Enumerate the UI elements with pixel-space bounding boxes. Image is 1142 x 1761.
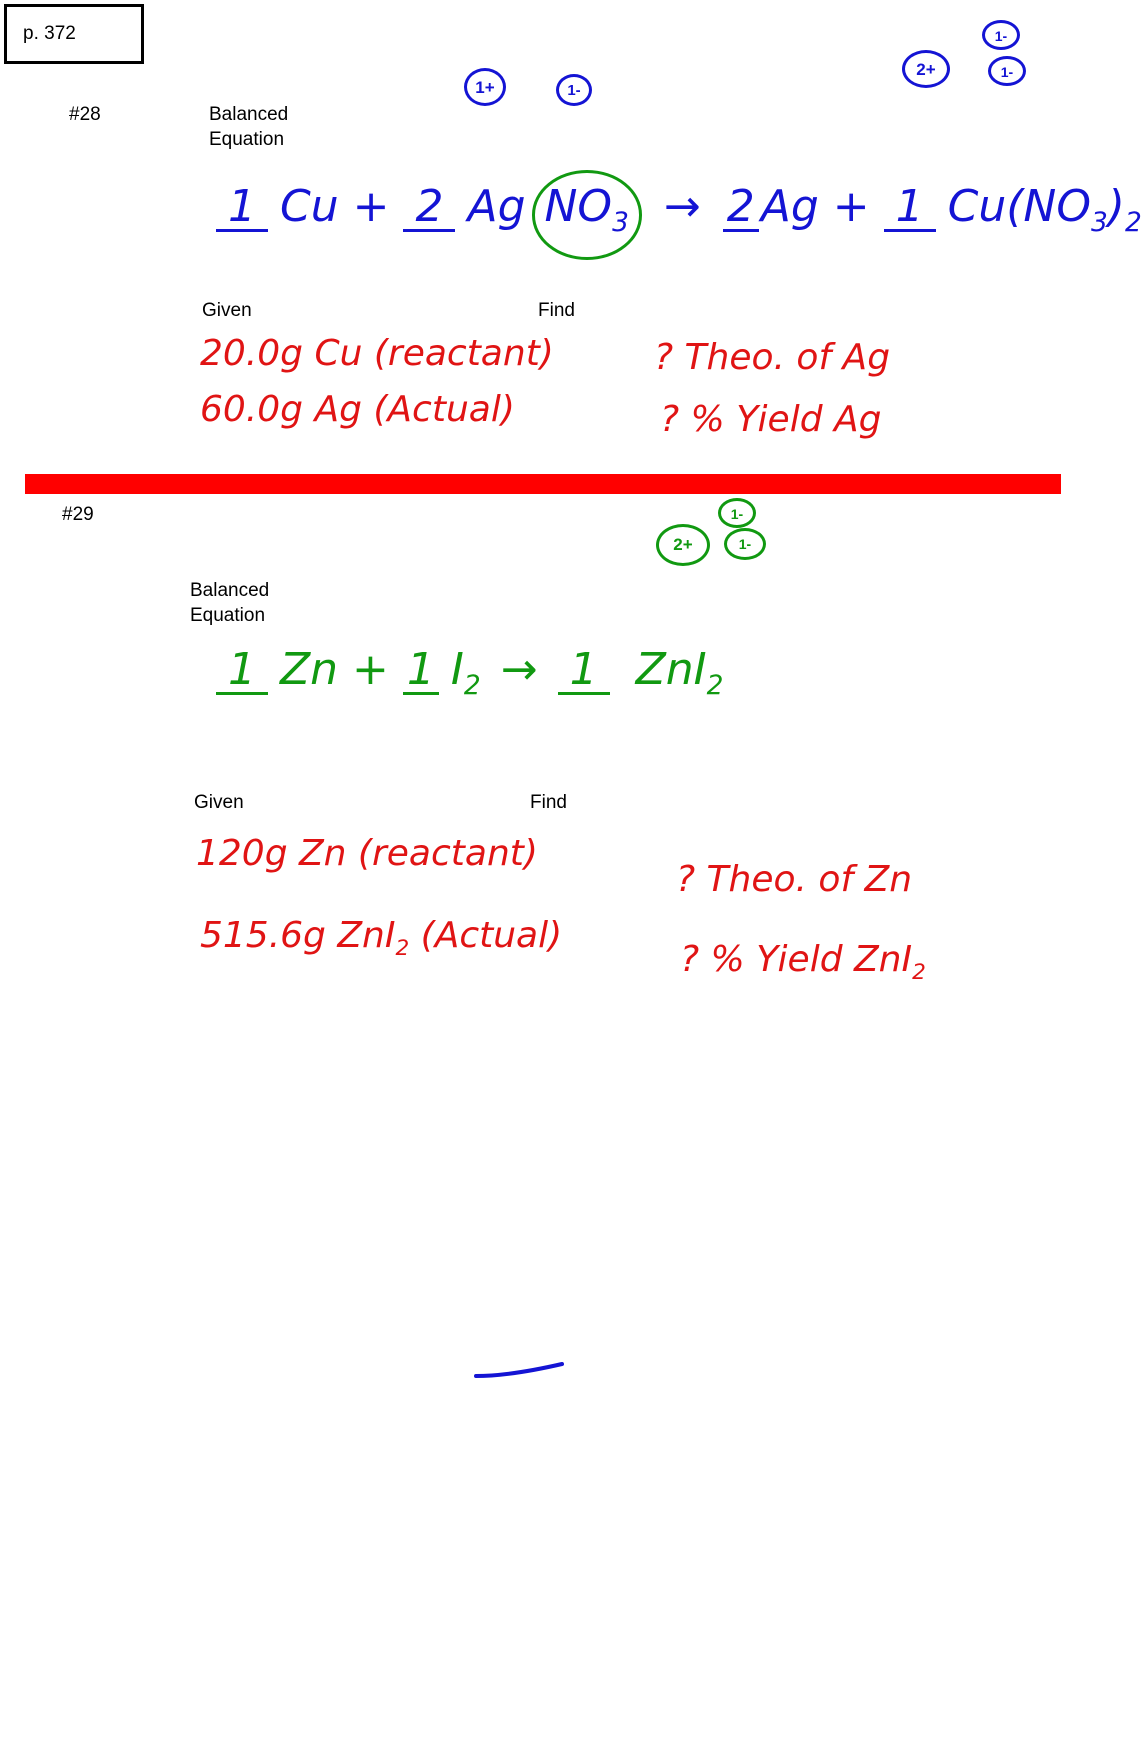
charge-ag: 1+ — [464, 68, 506, 106]
charge-i-top: 1- — [718, 498, 756, 528]
find-29-line-2-main: ? % Yield ZnI — [680, 939, 913, 980]
coef-i2: 1 — [403, 648, 439, 695]
pen-stroke — [470, 1354, 570, 1384]
problem-28-balanced-label: Balanced Equation — [209, 104, 289, 150]
reactant-cu: Cu — [280, 181, 339, 232]
reactant-no: NO — [544, 181, 613, 232]
product-paren: ) — [1107, 181, 1125, 232]
given-29-line-2-sub: 2 — [395, 936, 410, 962]
given-28-line-1: 20.0g Cu (reactant) — [200, 333, 554, 374]
page-reference-box — [4, 4, 144, 64]
given-29-line-2-main: 515.6g ZnI — [200, 915, 396, 956]
find-29-line-2-sub: 2 — [912, 960, 926, 986]
page-reference: p. 372 — [23, 23, 76, 44]
product-no-sub: 3 — [1090, 206, 1108, 238]
coef-cu: 1 — [216, 185, 268, 232]
given-29-line-2 — [200, 912, 562, 973]
reactant-ag: Ag — [467, 181, 526, 232]
find-28-line-1: ? Theo. of Ag — [654, 337, 891, 378]
section-divider — [25, 474, 1061, 494]
problem-28-find-label: Find — [538, 300, 575, 321]
coef-zn: 1 — [216, 648, 268, 695]
product-ag: Ag — [760, 181, 819, 232]
charge-i-bottom: 1- — [724, 528, 766, 560]
charge-cu: 2+ — [902, 50, 950, 88]
coef-cuno3: 1 — [884, 185, 936, 232]
given-28-line-2: 60.0g Ag (Actual) — [200, 389, 515, 430]
coef-agno3: 2 — [403, 185, 455, 232]
charge-no3-top: 1- — [982, 20, 1020, 50]
reactant-i: I — [450, 644, 464, 695]
coef-ag: 2 — [723, 185, 759, 232]
nitrate-circle — [532, 170, 642, 260]
product-zni-sub: 2 — [706, 669, 724, 701]
product-cu: Cu — [947, 181, 1007, 232]
find-29-line-2 — [680, 936, 926, 997]
reaction-arrow: → — [663, 181, 701, 232]
product-paren-sub: 2 — [1124, 206, 1142, 238]
plus-sign-29: + — [352, 644, 389, 695]
problem-28-given-label: Given — [202, 300, 252, 321]
problem-29-find-label: Find — [530, 792, 567, 813]
reactant-zn: Zn — [280, 644, 339, 695]
find-28-line-2: ? % Yield Ag — [660, 399, 882, 440]
plus-sign: + — [352, 181, 390, 232]
problem-28-number: #28 — [69, 104, 101, 125]
plus-sign-2: + — [832, 181, 870, 232]
find-29-line-1: ? Theo. of Zn — [676, 859, 913, 900]
reaction-arrow-29: → — [500, 644, 538, 695]
product-no: (NO — [1006, 181, 1091, 232]
coef-zni2: 1 — [558, 648, 610, 695]
charge-zn: 2+ — [656, 524, 710, 566]
product-zni: ZnI — [635, 644, 707, 695]
problem-29-given-label: Given — [194, 792, 244, 813]
charge-no3: 1- — [556, 74, 592, 106]
problem-29-number: #29 — [62, 504, 94, 525]
equation-28 — [216, 170, 1142, 260]
reactant-i-sub: 2 — [463, 669, 481, 701]
given-29-line-1: 120g Zn (reactant) — [196, 833, 538, 874]
reactant-no-sub: 3 — [612, 206, 629, 238]
problem-29-balanced-label: Balanced Equation — [190, 580, 270, 626]
given-29-line-2-post: (Actual) — [409, 915, 563, 956]
charge-no3-bottom: 1- — [988, 56, 1026, 86]
equation-29 — [216, 640, 723, 716]
